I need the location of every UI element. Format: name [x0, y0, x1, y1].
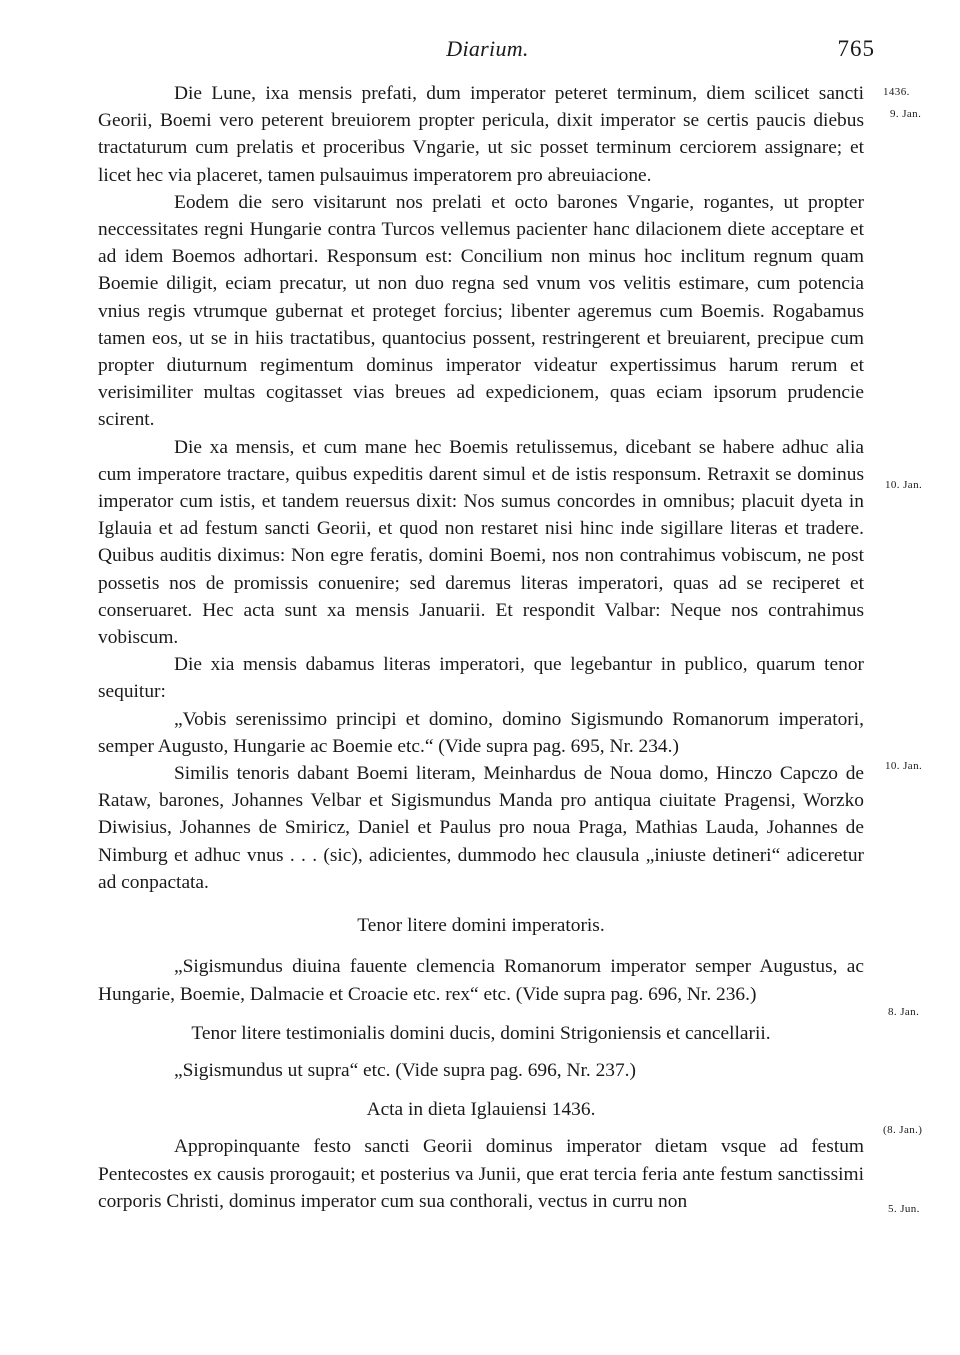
margin-note-date: 8. Jan. [888, 1006, 920, 1018]
quoted-letter: „Sigismundus ut supra“ etc. (Vide supra pag. 696, Nr. 237.) [174, 1059, 636, 1081]
paragraph: Die xa mensis, et cum mane hec Boemis retulissemus, dicebant se habere adhuc alia cum imperatore tractare, quibus expeditis darent simul et de istis responsum. Retraxit se dominus imperator cum istis, et tandem reuersus dixit: Nos sumus concordes in omnibus; placuit dyeta in Iglauia et ad festum sancti Georii, et quod non restaret nisi hinc inde sigillare literas et tradere. Quibus auditis diximus: Non egre feratis, domini Boemi, nos non contrahimus vobiscum, ne post possetis nos de promissis conuenire; sed daremus literas imperatori, quas ad se reciperet et conseruaret. Hec acta sunt xa mensis Januarii. Et respondit Valbar: Neque nos contrahimus vobiscum. [98, 436, 864, 649]
margin-note-year: 1436. [883, 86, 910, 98]
section-heading: Tenor litere domini imperatoris. [357, 915, 605, 937]
margin-note-date: 10. Jan. [885, 760, 923, 772]
quoted-letter: „Vobis serenissimo principi et domino, domino Sigismundo Romanorum imperatori, semper Augusto, Hungarie ac Boemie etc.“ (Vide supra pag. 695, Nr. 234.) [98, 708, 864, 757]
margin-note-date: 9. Jan. [890, 108, 922, 120]
page-body [98, 80, 864, 1215]
paragraph: Die Lune, ixa mensis prefati, dum imperator peteret terminum, diem scilicet sancti Georii, Boemi vero peterent breuiorem propter pericula, dixit imperator se certis paucis diebus tractaturum cum prelatis et proceribus Vngarie, ut sic posset terminum cerciorem assignare; et licet hec via placeret, tamen pulsauimus imperatorem pro abreuiacione. [98, 83, 864, 186]
running-title: Diarium. [446, 36, 529, 61]
paragraph: Eodem die sero visitarunt nos prelati et octo barones Vngarie, rogantes, ut propter neccessitates regni Hungarie contra Turcos vellemus pacienter hanc dilacionem diete acceptare et ad idem Boemos adhortari. Responsum est: Concilium non minus hoc inclitum regnum quam Boemie diligit, eciam precatur, ut non duo regna sed vnum vos velitis estimare, cum potencia vnius regis vtrumque gubernat et proteget forcius; libenter ageremus cum Boemis. Rogabamus tamen eos, ut se in hiis tractatibus, quantocius possent, restringerent et breuiarent, precipue cum propter diuturnum regimentum dominus imperator videatur expertissimus harum rerum et verisimiliter multas cogitasset vias breues ad expedicionem, quas eciam ipsorum prudencie scirent. [98, 191, 864, 431]
running-header [100, 36, 875, 66]
paragraph: Appropinquante festo sancti Georii dominus imperator dietam vsque ad festum Pentecostes ex causis prorogauit; et posterius va Junii, que erat tercia feria ante festum sanctissimi corporis Christi, dominus imperator cum sua conthorali, vectus in curru non [98, 1136, 864, 1212]
margin-note-date: (8. Jan.) [883, 1124, 923, 1136]
section-heading: Acta in dieta Iglauiensi 1436. [366, 1099, 596, 1121]
paragraph: Die xia mensis dabamus literas imperatori, que legebantur in publico, quarum tenor sequitur: [98, 654, 864, 703]
margin-note-date: 5. Jun. [888, 1203, 920, 1215]
page-number: 765 [837, 36, 875, 61]
margin-note-date: 10. Jan. [885, 479, 923, 491]
section-heading: Tenor litere testimonialis domini ducis, domini Strigoniensis et cancellarii. [191, 1022, 771, 1044]
quoted-letter: „Sigismundus diuina fauente clemencia Romanorum imperator semper Augustus, ac Hungarie, Boemie, Dalmacie et Croacie etc. rex“ etc. (Vide supra pag. 696, Nr. 236.) [98, 956, 864, 1005]
paragraph: Similis tenoris dabant Boemi literam, Meinhardus de Noua domo, Hinczo Capczo de Rataw, barones, Johannes Velbar et Sigismundus Manda pro antiqua ciuitate Pragensi, Worzko Diwisius, Johannes de Smiricz, Daniel et Paulus pro noua Praga, Mathias Lauda, Johannes de Nimburg et adhuc vnus . . . (sic), adicientes, dummodo hec clausula „iniuste detineri“ adiceretur ad conpactata. [98, 763, 864, 893]
